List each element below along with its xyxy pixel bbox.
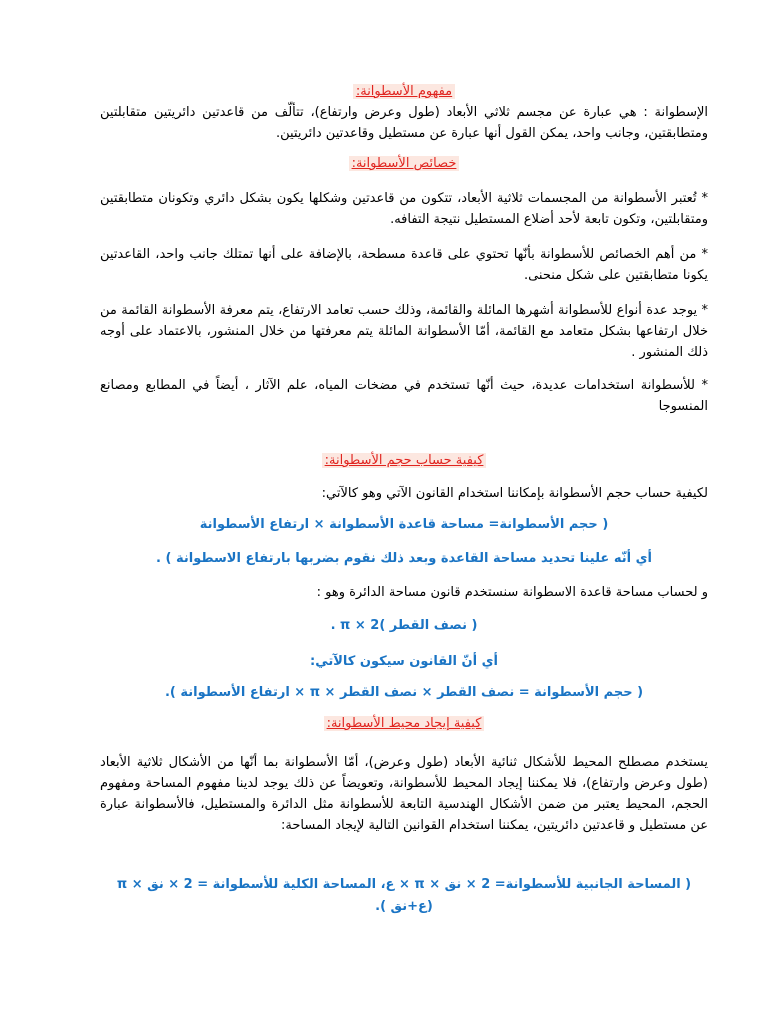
property-item-2: * من أهم الخصائص للأسطوانة بأنّها تحتوي على قاعدة مسطحة، بالإضافة على أنها تمتلك جانب واحد، القاعدتين يكونا متطابقتين على شكل منحنى. <box>100 247 708 283</box>
volume-formula: ( حجم الأسطوانة= مساحة قاعدة الأسطوانة × ارتفاع الأسطوانة <box>199 517 609 532</box>
volume-heading <box>100 451 708 471</box>
volume-intro: لكيفية حساب حجم الأسطوانة بإمكاننا استخدام القانون الآتي وهو كالآتي: <box>321 486 708 501</box>
concept-heading-text: مفهوم الأسطوانة: <box>353 84 455 99</box>
circle-area-formula: ( نصف القطر )2 × π . <box>330 618 478 633</box>
concept-paragraph: الإسطوانة : هي عبارة عن مجسم ثلاثي الأبعاد (طول وعرض وارتفاع)، تتألّف من قاعدتين دائريتين متقابلتين ومتطابقتين، وجانب واحد، يمكن القول أنها عبارة عن مستطيل وقاعدتين دائريتين. <box>100 105 708 141</box>
property-item-4: * للأسطوانة استخدامات عديدة، حيث أنّها تستخدم في مضخات المياه، علم الآثار ، أيضاً في المطابع ومصانع المنسوجا <box>100 378 708 414</box>
document-page <box>100 78 708 918</box>
perimeter-heading-text: كيفية إيجاد محيط الأسطوانة: <box>324 716 485 731</box>
area-formulas: ( المساحة الجانبية للأسطوانة= 2 × نق × π × ع، المساحة الكلية للأسطوانة = 2 × نق × π (ع+نق ). <box>116 877 692 914</box>
law-intro: أي أنّ القانون سيكون كالآتي: <box>310 654 498 669</box>
volume-heading-text: كيفية حساب حجم الأسطوانة: <box>322 453 487 468</box>
perimeter-paragraph: يستخدم مصطلح المحيط للأشكال ثنائية الأبعاد (طول وعرض)، أمّا الأسطوانة بما أنّها من الأشكال ثلاثية الأبعاد (طول وعرض وارتفاع)، فلا يمكننا إيجاد المحيط للأسطوانة، وتعويضاً عن ذلك يوجد لدينا مفهوم المساحة ومفهوم الحجم، المحيط يعتبر من ضمن الأشكال الهندسية التابعة للأسطوانة مثل الدائرة والمستطيل، فالأسطوانة عبارة عن مستطيل و قاعدتين دائريتين، يمكننا استخدام القوانين التالية لإيجاد المساحة: <box>100 755 708 833</box>
concept-heading <box>100 82 708 102</box>
properties-heading-text: خصائص الأسطوانة: <box>349 156 460 171</box>
property-item-1: * تُعتبر الأسطوانة من المجسمات ثلاثية الأبعاد، تتكون من قاعدتين وشكلها يكون بشكل دائري وتكونان متطابقتين ومتقابلتين، وتكون تابعة لأحد أضلاع المستطيل نتيجة التفافه. <box>100 191 708 227</box>
volume-law-formula: ( حجم الأسطوانة = نصف القطر × نصف القطر × π × ارتفاع الأسطوانة ). <box>164 685 644 700</box>
volume-formula-note: أي أنّه علينا تحديد مساحة القاعدة وبعد ذلك نقوم بضربها بارتفاع الاسطوانة ) . <box>156 551 652 566</box>
property-item-3: * يوجد عدة أنواع للأسطوانة أشهرها المائلة والقائمة، وذلك حسب تعامد الارتفاع، يتم معرفة الأسطوانة القائمة من خلال ارتفاعها بشكل متعامد مع القائمة، أمّا الأسطوانة المائلة يتم معرفتها من خلال المنشور، بالاعتماد على أوجه ذلك المنشور . <box>100 303 708 360</box>
perimeter-heading <box>100 714 708 734</box>
properties-heading <box>100 154 708 174</box>
circle-area-intro: و لحساب مساحة قاعدة الاسطوانة سنستخدم قانون مساحة الدائرة وهو : <box>316 585 708 600</box>
